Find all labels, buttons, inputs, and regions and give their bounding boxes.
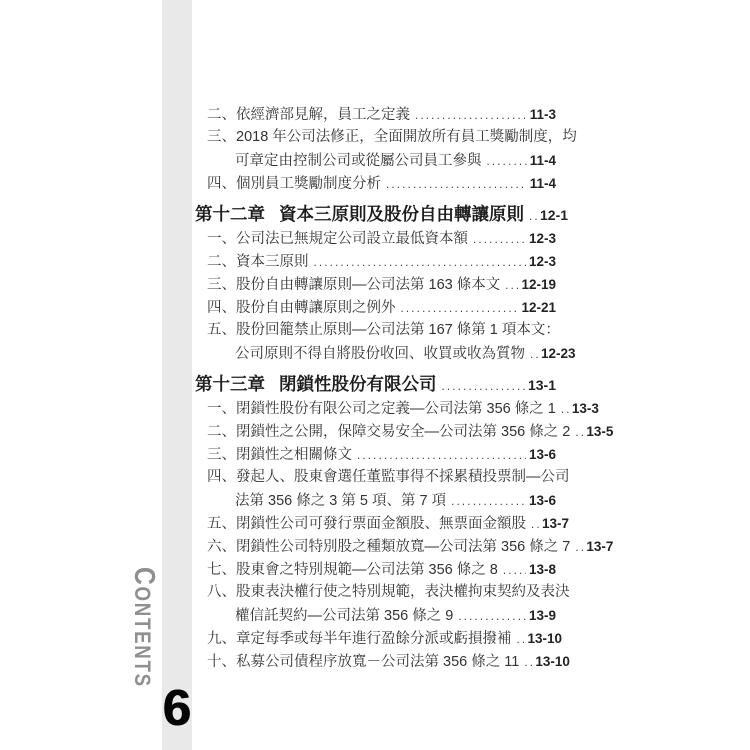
item-text: 股份回籠禁止原則—公司法第 167 條第 1 項本文： xyxy=(236,322,560,338)
item-text: 股份自由轉讓原則—公司法第 163 條本文 xyxy=(236,277,501,293)
dot-leader xyxy=(451,490,526,514)
dot-leader xyxy=(357,444,526,468)
toc-item-row xyxy=(195,319,560,342)
toc-item-row xyxy=(195,250,556,273)
page-number: 6 xyxy=(162,679,191,736)
dot-leader xyxy=(575,536,583,560)
toc-item-row xyxy=(195,227,556,250)
page-ref: 11-4 xyxy=(529,176,556,191)
item-number: 二、 xyxy=(207,424,236,440)
page-ref: 12-3 xyxy=(528,254,556,269)
contents-vertical-label: CONTENTS xyxy=(128,567,160,688)
item-number: 六、 xyxy=(207,539,236,555)
item-number: 三、 xyxy=(207,129,236,145)
page-ref: 11-3 xyxy=(529,107,556,122)
page-ref: 13-5 xyxy=(586,424,614,439)
dot-leader xyxy=(442,371,525,400)
item-text: 閉鎖性股份有限公司之定義—公司法第 356 條之 1 xyxy=(236,401,556,417)
toc-item-row xyxy=(195,604,556,627)
page-ref: 12-21 xyxy=(521,300,556,315)
dot-leader xyxy=(473,228,526,252)
dot-leader xyxy=(401,297,519,321)
chapter-title: 資本三原則及股份自由轉讓原則 xyxy=(279,204,524,224)
item-text: 閉鎖性公司特別股之種類放寬—公司法第 356 條之 7 xyxy=(236,539,571,555)
page-ref: 13-3 xyxy=(571,401,599,416)
sidebar-strip xyxy=(162,0,192,750)
item-number: 九、 xyxy=(207,631,236,647)
item-number: 五、 xyxy=(207,516,236,532)
item-text: 依經濟部見解，員工之定義 xyxy=(236,107,410,123)
toc-item-row xyxy=(195,296,556,319)
page-ref: 13-9 xyxy=(528,608,556,623)
page-ref: 12-23 xyxy=(541,346,576,361)
item-text: 章定每季或每半年進行盈餘分派或虧損撥補 xyxy=(236,631,512,647)
dot-leader xyxy=(503,559,526,583)
page-ref: 13-10 xyxy=(527,631,563,646)
item-text: 股份自由轉讓原則之例外 xyxy=(236,300,396,316)
item-text: 閉鎖性公司可發行票面金額股、無票面金額股 xyxy=(236,516,526,532)
item-number: 二、 xyxy=(207,254,236,270)
item-number: 一、 xyxy=(207,401,236,417)
item-text: 法第 356 條之 3 第 5 項、第 7 項 xyxy=(235,493,447,509)
chapter-number: 第十三章 xyxy=(195,374,265,394)
dot-leader xyxy=(530,343,538,367)
item-text: 私募公司債程序放寬－公司法第 356 條之 11 xyxy=(236,654,520,670)
chapter-number: 第十二章 xyxy=(195,204,265,224)
toc-item-row xyxy=(195,172,556,195)
item-text: 股東表決權行使之特別規範，表決權拘束契約及表決 xyxy=(236,584,570,600)
dot-leader xyxy=(561,398,569,422)
toc-item-row xyxy=(195,443,556,466)
dot-leader xyxy=(517,628,525,652)
item-text: 公司原則不得自將股份收回、收買或收為質物 xyxy=(235,346,525,362)
dot-leader xyxy=(415,104,527,128)
item-text: 可章定由控制公司或從屬公司員工參與 xyxy=(235,153,482,169)
item-number: 四、 xyxy=(207,176,236,192)
toc-item-row xyxy=(195,512,570,535)
toc-item-row xyxy=(195,581,570,604)
item-text: 閉鎖性之相關條文 xyxy=(236,447,352,463)
toc-item-row xyxy=(195,149,556,172)
item-number: 二、 xyxy=(207,107,236,123)
item-number: 八、 xyxy=(207,584,236,600)
toc-item-row xyxy=(195,126,577,149)
page-ref: 13-6 xyxy=(528,493,556,508)
page-ref: 12-19 xyxy=(521,277,556,292)
toc-item-row xyxy=(195,627,563,650)
page-ref: 13-6 xyxy=(528,447,556,462)
toc-chapter-row xyxy=(195,371,556,397)
toc-item-row xyxy=(195,103,556,126)
toc-item-row xyxy=(195,397,599,420)
item-text: 2018 年公司法修正，全面開放所有員工獎勵制度，均 xyxy=(236,129,577,145)
item-number: 五、 xyxy=(207,322,236,338)
item-text: 資本三原則 xyxy=(236,254,309,270)
dot-leader xyxy=(524,651,532,675)
item-text: 公司法已無規定公司設立最低資本額 xyxy=(236,231,468,247)
page-ref: 13-7 xyxy=(586,539,614,554)
item-number: 十、 xyxy=(207,654,236,670)
item-text: 股東會之特別規範—公司法第 356 條之 8 xyxy=(236,562,498,578)
dot-leader xyxy=(531,513,539,537)
page-ref: 12-1 xyxy=(540,207,569,223)
chapter-title: 閉鎖性股份有限公司 xyxy=(279,374,437,394)
item-text: 閉鎖性之公開，保障交易安全—公司法第 356 條之 2 xyxy=(236,424,571,440)
item-number: 三、 xyxy=(207,447,236,463)
item-number: 四、 xyxy=(207,300,236,316)
toc-chapter-row xyxy=(195,201,569,227)
toc xyxy=(195,103,614,673)
toc-item-row xyxy=(195,342,576,365)
item-text: 權信託契約—公司法第 356 條之 9 xyxy=(235,608,454,624)
dot-leader xyxy=(314,251,526,275)
item-text: 個別員工獎勵制度分析 xyxy=(236,176,381,192)
dot-leader xyxy=(458,605,526,629)
page-ref: 13-7 xyxy=(542,516,570,531)
item-number: 四、 xyxy=(207,469,236,485)
dot-leader xyxy=(487,150,527,174)
page-ref: 13-8 xyxy=(528,562,556,577)
toc-item-row xyxy=(195,273,556,296)
item-number: 三、 xyxy=(207,277,236,293)
toc-item-row xyxy=(195,420,614,443)
toc-item-row xyxy=(195,535,614,558)
toc-item-row xyxy=(195,650,570,673)
toc-item-row xyxy=(195,466,570,489)
dot-leader xyxy=(386,173,527,197)
item-number: 一、 xyxy=(207,231,236,247)
dot-leader xyxy=(529,201,537,230)
dot-leader xyxy=(575,421,583,445)
page-ref: 11-4 xyxy=(529,153,556,168)
item-number: 七、 xyxy=(207,562,236,578)
page-ref: 12-3 xyxy=(528,231,556,246)
item-text: 發起人、股東會選任董監事得不採累積投票制—公司 xyxy=(236,469,570,485)
page-ref: 13-10 xyxy=(535,654,570,669)
dot-leader xyxy=(505,274,518,298)
page-ref: 13-1 xyxy=(527,377,556,393)
toc-item-row xyxy=(195,489,556,512)
toc-item-row xyxy=(195,558,556,581)
